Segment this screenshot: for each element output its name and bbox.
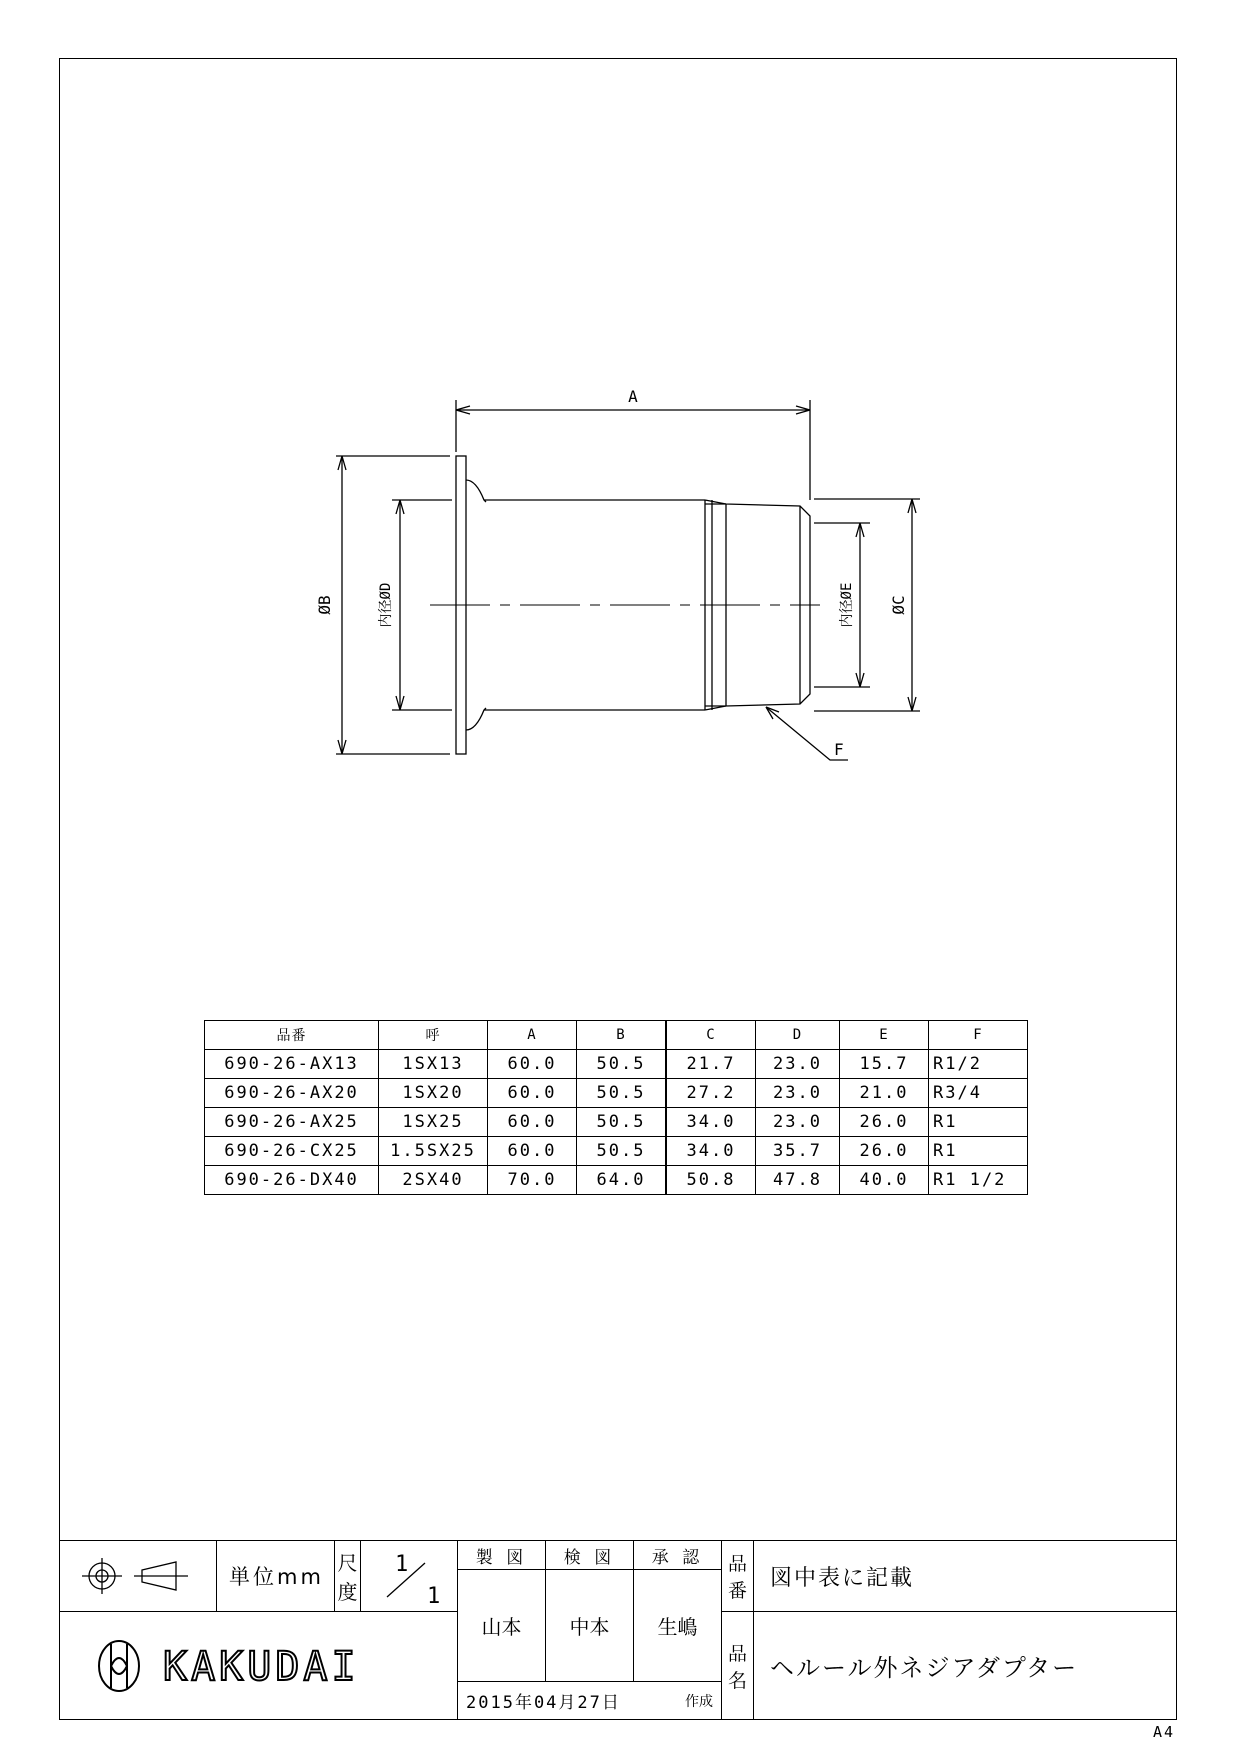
cell: 21.7 [666,1050,756,1079]
cell: 35.7 [756,1137,840,1166]
cell: 690-26-DX40 [205,1166,379,1195]
cell: 26.0 [840,1137,929,1166]
cell: 2SX40 [379,1166,488,1195]
cell: 34.0 [666,1108,756,1137]
approved-by-cell [633,1569,722,1682]
cell: 60.0 [488,1108,577,1137]
scale-label-1: 尺 [337,1551,358,1575]
dim-label-b: ØB [315,595,334,615]
cell: 1.5SX25 [379,1137,488,1166]
col-header: B [577,1021,667,1050]
kakudai-logo [89,1636,429,1696]
part-name-label-cell [721,1611,754,1720]
date: 2015年04月27日 [466,1693,621,1713]
paper-size: A4 [1153,1723,1176,1741]
cell: 50.5 [577,1079,667,1108]
checked-header [545,1540,634,1570]
cell: 40.0 [840,1166,929,1195]
scale-label-cell [334,1540,361,1612]
cell: 34.0 [666,1137,756,1166]
scale-numerator: 1 [395,1552,409,1577]
drawn-label: 製 図 [475,1547,528,1568]
checked-label: 検 図 [563,1547,616,1568]
approved-header [633,1540,722,1570]
cell: 47.8 [756,1166,840,1195]
spec-table [204,1020,1028,1195]
dim-label-c: ØC [889,595,908,615]
title-block [59,1540,1177,1720]
scale-fraction [361,1541,457,1611]
unit-cell [216,1540,335,1612]
third-angle-projection-icon [78,1556,198,1596]
cell: 60.0 [488,1079,577,1108]
col-header: D [756,1021,840,1050]
cell: 50.5 [577,1108,667,1137]
part-name-label-1: 品 [727,1642,747,1665]
col-header: 品番 [205,1021,379,1050]
cell: 690-26-AX13 [205,1050,379,1079]
cell: 15.7 [840,1050,929,1079]
approved-label: 承 認 [651,1547,704,1568]
table-row [205,1079,1028,1108]
cell: 690-26-AX25 [205,1108,379,1137]
checked-by-cell [545,1569,634,1682]
cell: 70.0 [488,1166,577,1195]
flange-transition-top [466,480,486,502]
flange-transition-bottom [466,708,486,730]
scale-label-2: 度 [337,1580,358,1604]
cell: 50.5 [577,1050,667,1079]
cell: R3/4 [929,1079,1028,1108]
table-row [205,1050,1028,1079]
cell: 23.0 [756,1108,840,1137]
part-no-value-cell [753,1540,1177,1612]
cell: 27.2 [666,1079,756,1108]
cell: 26.0 [840,1108,929,1137]
drawn-by: 山本 [481,1615,522,1639]
part-name-label-2: 名 [727,1669,747,1692]
dim-label-a: A [628,387,638,406]
scale-value-cell [360,1540,458,1612]
cell: 50.8 [666,1166,756,1195]
part-no-label-1: 品 [727,1553,747,1575]
part-no-label-2: 番 [727,1580,747,1602]
table-row [205,1108,1028,1137]
col-header: A [488,1021,577,1050]
part-name-value: ヘルール外ネジアダプター [770,1654,1079,1682]
cell: 60.0 [488,1137,577,1166]
created-label: 作成 [685,1693,713,1710]
cell: R1 [929,1108,1028,1137]
drawn-by-cell [457,1569,546,1682]
part-name-value-cell [753,1611,1177,1720]
dim-label-d: 内径ØD [378,582,394,628]
dim-label-f: F [834,740,844,759]
cell: 1SX25 [379,1108,488,1137]
cell: 23.0 [756,1050,840,1079]
cell: 50.5 [577,1137,667,1166]
cell: 60.0 [488,1050,577,1079]
dim-label-e: 内径ØE [839,582,855,628]
table-row [205,1166,1028,1195]
date-cell [457,1681,722,1720]
cell: 23.0 [756,1079,840,1108]
cell: 1SX20 [379,1079,488,1108]
company-logo-cell [59,1611,458,1720]
scale-denominator: 1 [427,1584,441,1609]
part-no-label-cell [721,1540,754,1612]
col-header: E [840,1021,929,1050]
cell: 690-26-AX20 [205,1079,379,1108]
unit-label: 単位mm [229,1565,324,1589]
col-header: F [929,1021,1028,1050]
cell: R1/2 [929,1050,1028,1079]
table-row [205,1137,1028,1166]
cell: 1SX13 [379,1050,488,1079]
cell: 690-26-CX25 [205,1137,379,1166]
cell: R1 [929,1137,1028,1166]
part-no-value: 図中表に記載 [770,1565,915,1591]
cell: 21.0 [840,1079,929,1108]
table-header-row [205,1021,1028,1050]
company-name: KAKUDAI [162,1643,360,1690]
cell: 64.0 [577,1166,667,1195]
drawn-header [457,1540,546,1570]
approved-by: 生嶋 [657,1615,698,1639]
checked-by: 中本 [569,1615,610,1639]
cell: R1 1/2 [929,1166,1028,1195]
col-header: 呼 [379,1021,488,1050]
projection-symbol-cell [59,1540,217,1612]
col-header: C [666,1021,756,1050]
